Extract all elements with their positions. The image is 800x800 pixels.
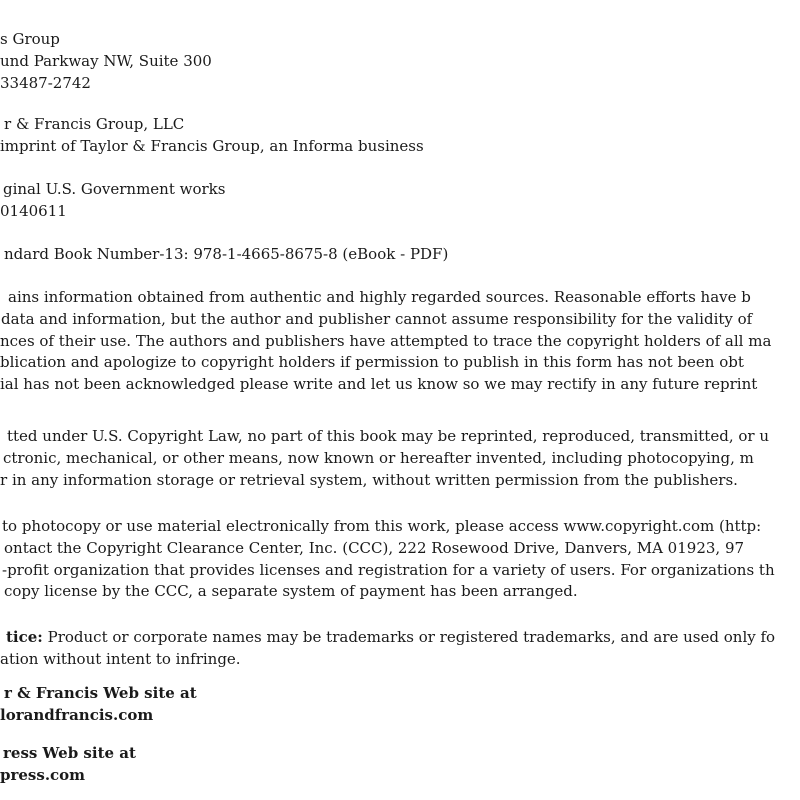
copyright-line-1: r & Francis Group, LLC: [4, 115, 185, 133]
trademark-label: tice:: [6, 628, 43, 646]
photocopy-line-3: -profit organization that provides licenses and registration for a variety of users. For organizations th: [2, 560, 775, 579]
sources-line-2: data and information, but the author and publisher cannot assume responsibility for the validity of: [1, 309, 753, 328]
government-line-2: 0140611: [0, 201, 67, 220]
isbn-line: ndard Book Number-13: 978-1-4665-8675-8 (eBook - PDF): [4, 245, 449, 263]
crc-website-url[interactable]: press.com: [0, 765, 86, 784]
address-line-1: s Group: [0, 30, 60, 48]
government-works: [0, 179, 225, 223]
copyright-notice: [0, 114, 424, 158]
photocopy-line-2: ontact the Copyright Clearance Center, Inc. (CCC), 222 Rosewood Drive, Danvers, MA 01923, 97: [4, 538, 745, 557]
law-line-3: r in any information storage or retrieval system, without written permission from the publishers.: [0, 470, 738, 489]
taylor-website-heading: r & Francis Web site at: [4, 684, 197, 702]
taylor-website-url[interactable]: lorandfrancis.com: [0, 705, 154, 724]
trademark-text: Product or corporate names may be trademarks or registered trademarks, and are used only fo: [42, 628, 776, 646]
photocopy-line-4: copy license by the CCC, a separate system of payment has been arranged.: [4, 582, 578, 601]
address-line-3: 33487-2742: [0, 73, 91, 92]
address-line-2: und Parkway NW, Suite 300: [0, 51, 212, 70]
crc-website-heading: ress Web site at: [3, 744, 136, 762]
trademark-notice: [0, 627, 775, 671]
sources-paragraph: [0, 287, 771, 396]
crc-website: [0, 743, 136, 787]
government-line-1: ginal U.S. Government works: [3, 180, 226, 198]
copyright-law-paragraph: [0, 426, 769, 491]
sources-line-4: blication and apologize to copyright holders if permission to publish in this form has not been obt: [0, 353, 744, 372]
sources-line-3: nces of their use. The authors and publishers have attempted to trace the copyright holders of all ma: [0, 331, 772, 350]
law-line-2: ctronic, mechanical, or other means, now known or hereafter invented, including photocopying, m: [3, 448, 754, 467]
taylor-website: [0, 683, 197, 727]
isbn: [0, 244, 448, 266]
copyright-line-2: imprint of Taylor & Francis Group, an Informa business: [0, 136, 424, 155]
trademark-line-1: [0, 627, 775, 649]
sources-line-1: ains information obtained from authentic and highly regarded sources. Reasonable efforts have b: [8, 288, 751, 306]
photocopy-line-1: to photocopy or use material electronically from this work, please access www.copyright.com (http:: [2, 517, 762, 535]
sources-line-5: ial has not been acknowledged please write and let us know so we may rectify in any future reprint: [0, 375, 758, 394]
publisher-address: [0, 29, 212, 94]
photocopy-paragraph: [0, 516, 775, 603]
law-line-1: tted under U.S. Copyright Law, no part of this book may be reprinted, reproduced, transmitted, or u: [7, 427, 769, 445]
trademark-line-2: ation without intent to infringe.: [0, 649, 241, 668]
